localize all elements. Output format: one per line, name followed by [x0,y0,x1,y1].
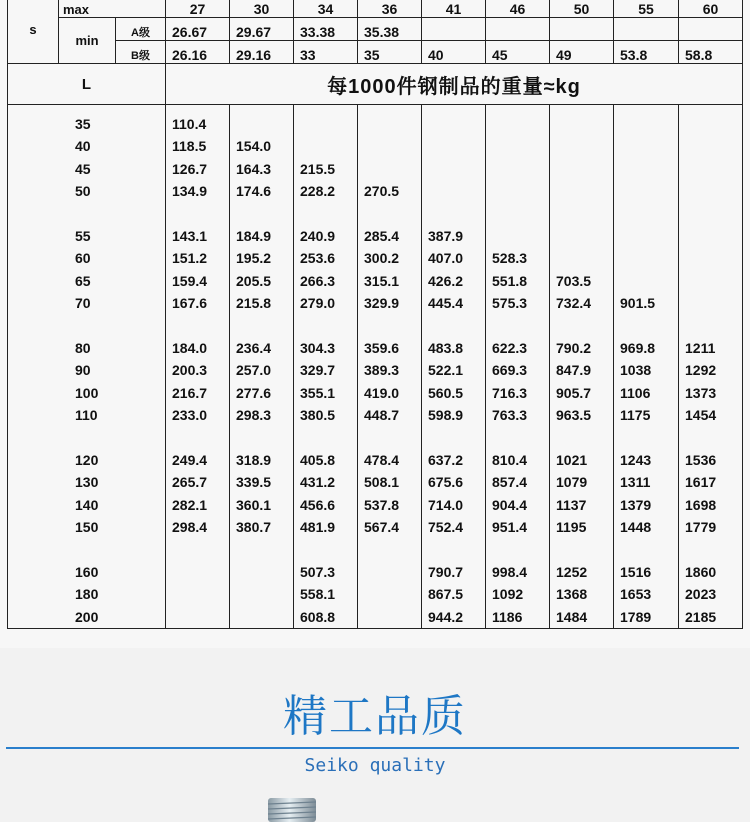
row-gap [8,203,165,225]
weight-value: 195.2 [236,250,272,267]
weight-value: 1373 [685,384,717,401]
weight-value: 249.4 [172,451,208,468]
weight-value: 483.8 [428,339,464,356]
weight-value: 1698 [685,496,717,513]
weight-value: 1617 [685,474,717,491]
weight-table [7,0,743,629]
weight-column-1 [230,105,294,629]
empty-cell [422,180,485,202]
weight-value: 1789 [620,608,652,625]
empty-cell [230,113,293,135]
weight-value: 575.3 [492,295,528,312]
weight-value: 380.7 [236,519,272,536]
divider [6,747,739,749]
weight-value: 1079 [556,474,588,491]
minb-value-5: 45 [486,41,550,64]
empty-cell [166,426,229,448]
weight-value: 1186 [492,608,523,625]
empty-cell [166,315,229,337]
weight-value: 387.9 [428,227,464,244]
weight-value: 901.5 [620,295,656,312]
weight-value: 847.9 [556,362,592,379]
row-gap [8,315,165,337]
weight-value: 1292 [685,362,717,379]
mina-value-0: 26.67 [166,18,230,41]
empty-cell [358,561,421,583]
weight-column-6 [550,105,614,629]
empty-cell [166,583,229,605]
weight-value: 1038 [620,362,652,379]
weight-value: 763.3 [492,407,528,424]
weight-value: 456.6 [300,496,336,513]
length-value: 200 [75,608,99,625]
weight-value: 703.5 [556,272,592,289]
empty-cell [486,113,549,135]
max-value-3: 36 [358,0,422,18]
empty-cell [679,247,742,269]
max-value-7: 55 [614,0,679,18]
empty-cell [486,180,549,202]
weight-value: 752.4 [428,519,464,536]
empty-cell [358,538,421,560]
weight-value: 810.4 [492,451,528,468]
weight-value: 1860 [685,563,717,580]
weight-value: 1311 [620,474,651,491]
weight-value: 905.7 [556,384,592,401]
weight-value: 215.5 [300,160,336,177]
empty-cell [550,135,613,157]
weight-value: 481.9 [300,519,336,536]
mina-value-6 [550,18,614,41]
empty-cell [614,225,678,247]
empty-cell [679,158,742,180]
weight-value: 253.6 [300,250,336,267]
weight-value: 419.0 [364,384,400,401]
weight-value: 1175 [620,407,651,424]
length-value: 40 [75,138,91,155]
minb-value-7: 53.8 [614,41,679,64]
weight-value: 528.3 [492,250,528,267]
empty-cell [550,113,613,135]
weight-value: 1195 [556,519,587,536]
weight-column-4 [422,105,486,629]
empty-cell [294,203,357,225]
weight-value: 675.6 [428,474,464,491]
grade-b-label: B级 [116,41,166,64]
weight-value: 1021 [556,451,588,468]
weight-value: 143.1 [172,227,208,244]
weight-value: 867.5 [428,586,464,603]
empty-cell [679,426,742,448]
weight-value: 233.0 [172,407,208,424]
minb-value-4: 40 [422,41,486,64]
weight-value: 339.5 [236,474,272,491]
length-value: 80 [75,339,91,356]
empty-cell [230,426,293,448]
empty-cell [614,180,678,202]
empty-cell [486,158,549,180]
empty-cell [166,203,229,225]
quality-title: 精工品质 [283,691,467,742]
weight-value: 380.5 [300,407,336,424]
empty-cell [230,203,293,225]
empty-cell [358,583,421,605]
weight-value: 426.2 [428,272,464,289]
weight-value: 478.4 [364,451,400,468]
weight-value: 608.8 [300,608,336,625]
weight-value: 969.8 [620,339,656,356]
empty-cell [614,113,678,135]
length-value: 45 [75,160,91,177]
empty-cell [679,113,742,135]
max-value-0: 27 [166,0,230,18]
mina-value-1: 29.67 [230,18,294,41]
weight-value: 200.3 [172,362,208,379]
empty-cell [422,315,485,337]
weight-value: 360.1 [236,496,272,513]
mina-value-2: 33.38 [294,18,358,41]
weight-value: 560.5 [428,384,464,401]
empty-cell [422,113,485,135]
weight-value: 598.9 [428,407,464,424]
min-label: min [59,18,116,64]
weight-value: 951.4 [492,519,528,536]
empty-cell [358,113,421,135]
minb-value-3: 35 [358,41,422,64]
length-column [8,105,166,629]
empty-cell [422,426,485,448]
empty-cell [230,538,293,560]
weight-value: 1653 [620,586,652,603]
empty-cell [294,426,357,448]
empty-cell [358,315,421,337]
weight-value: 857.4 [492,474,528,491]
weight-value: 431.2 [300,474,336,491]
weight-value: 944.2 [428,608,464,625]
weight-value: 1243 [620,451,652,468]
weight-value: 1379 [620,496,652,513]
weight-value: 508.1 [364,474,400,491]
max-value-5: 46 [486,0,550,18]
weight-value: 266.3 [300,272,336,289]
weight-value: 126.7 [172,160,208,177]
weight-value: 904.4 [492,496,528,513]
weight-value: 151.2 [172,250,208,267]
weight-value: 669.3 [492,362,528,379]
s-label: s [8,0,59,64]
empty-cell [679,225,742,247]
bolt-image [266,796,318,822]
quality-section [0,648,750,822]
weight-value: 236.4 [236,339,272,356]
empty-cell [550,180,613,202]
grade-a-label: A级 [116,18,166,41]
empty-cell [486,315,549,337]
weight-column-7 [614,105,679,629]
length-value: 65 [75,272,91,289]
weight-value: 118.5 [172,138,207,155]
weight-value: 215.8 [236,295,272,312]
empty-cell [358,158,421,180]
quality-subtitle: Seiko quality [304,755,446,776]
table-title: 每1000件钢制品的重量≈kg [166,64,743,105]
empty-cell [550,158,613,180]
empty-cell [422,158,485,180]
length-value: 110 [75,407,98,424]
weight-value: 714.0 [428,496,464,513]
weight-value: 164.3 [236,160,272,177]
empty-cell [550,315,613,337]
length-value: 60 [75,250,91,267]
weight-value: 300.2 [364,250,400,267]
max-value-6: 50 [550,0,614,18]
weight-value: 507.3 [300,563,336,580]
length-value: 50 [75,183,91,200]
empty-cell [486,203,549,225]
max-value-2: 34 [294,0,358,18]
length-value: 160 [75,563,99,580]
weight-value: 355.1 [300,384,336,401]
empty-cell [614,135,678,157]
empty-cell [614,315,678,337]
empty-cell [550,225,613,247]
empty-cell [550,426,613,448]
weight-value: 389.3 [364,362,400,379]
weight-value: 1779 [685,519,717,536]
empty-cell [422,135,485,157]
length-value: 35 [75,116,91,132]
weight-column-5 [486,105,550,629]
empty-cell [614,538,678,560]
length-value: 90 [75,362,91,379]
empty-cell [679,135,742,157]
weight-value: 315.1 [364,272,400,289]
weight-value: 154.0 [236,138,272,155]
empty-cell [679,292,742,314]
weight-value: 277.6 [236,384,272,401]
minb-value-1: 29.16 [230,41,294,64]
max-label: max [59,0,166,18]
length-value: 180 [75,586,99,603]
weight-value: 184.0 [172,339,208,356]
weight-value: 637.2 [428,451,464,468]
empty-cell [166,606,229,628]
length-value: 140 [75,496,99,513]
weight-value: 567.4 [364,519,400,536]
mina-value-8 [679,18,743,41]
mina-value-4 [422,18,486,41]
weight-value: 445.4 [428,295,464,312]
empty-cell [166,561,229,583]
empty-cell [679,270,742,292]
length-value: 150 [75,519,99,536]
empty-cell [294,315,357,337]
weight-value: 522.1 [428,362,464,379]
weight-value: 448.7 [364,407,400,424]
weight-value: 159.4 [172,272,208,289]
minb-value-0: 26.16 [166,41,230,64]
length-value: 100 [75,384,99,401]
weight-value: 228.2 [300,183,336,200]
empty-cell [358,203,421,225]
l-column-header: L [8,64,166,105]
empty-cell [614,158,678,180]
empty-cell [679,315,742,337]
empty-cell [679,203,742,225]
weight-value: 790.2 [556,339,592,356]
empty-cell [614,203,678,225]
weight-value: 304.3 [300,339,336,356]
weight-column-2 [294,105,358,629]
weight-value: 1211 [685,339,716,356]
empty-cell [614,270,678,292]
weight-value: 1448 [620,519,652,536]
weight-value: 110.4 [172,116,207,132]
empty-cell [679,538,742,560]
weight-value: 537.8 [364,496,400,513]
mina-value-7 [614,18,679,41]
weight-value: 790.7 [428,563,464,580]
empty-cell [166,538,229,560]
weight-column-3 [358,105,422,629]
weight-value: 622.3 [492,339,528,356]
empty-cell [358,135,421,157]
row-gap [8,538,165,560]
weight-value: 318.9 [236,451,272,468]
weight-value: 205.5 [236,272,272,289]
mina-value-5 [486,18,550,41]
empty-cell [294,113,357,135]
empty-cell [230,583,293,605]
weight-value: 285.4 [364,227,400,244]
empty-cell [550,247,613,269]
weight-value: 265.7 [172,474,208,491]
weight-value: 1137 [556,496,587,513]
weight-value: 1454 [685,407,717,424]
weight-value: 134.9 [172,183,208,200]
weight-value: 716.3 [492,384,528,401]
length-value: 55 [75,227,91,244]
weight-value: 405.8 [300,451,336,468]
empty-cell [486,225,549,247]
max-value-8: 60 [679,0,743,18]
weight-value: 329.9 [364,295,400,312]
weight-value: 270.5 [364,183,400,200]
length-value: 130 [75,474,99,491]
minb-value-8: 58.8 [679,41,743,64]
weight-value: 298.4 [172,519,208,536]
empty-cell [230,561,293,583]
minb-value-6: 49 [550,41,614,64]
empty-cell [230,315,293,337]
empty-cell [679,180,742,202]
weight-value: 2023 [685,586,717,603]
weight-value: 1516 [620,563,652,580]
weight-value: 359.6 [364,339,400,356]
weight-value: 1536 [685,451,717,468]
weight-value: 1252 [556,563,588,580]
weight-value: 732.4 [556,295,592,312]
weight-value: 558.1 [300,586,336,603]
length-value: 70 [75,295,91,312]
weight-value: 963.5 [556,407,592,424]
weight-value: 1106 [620,384,651,401]
empty-cell [486,135,549,157]
max-value-1: 30 [230,0,294,18]
weight-value: 329.7 [300,362,336,379]
max-value-4: 41 [422,0,486,18]
row-gap [8,426,165,448]
empty-cell [422,203,485,225]
weight-value: 1368 [556,586,588,603]
empty-cell [294,135,357,157]
empty-cell [358,606,421,628]
weight-value: 551.8 [492,272,528,289]
weight-value: 279.0 [300,295,336,312]
weight-column-0 [166,105,230,629]
empty-cell [614,247,678,269]
empty-cell [550,538,613,560]
empty-cell [550,203,613,225]
mina-value-3: 35.38 [358,18,422,41]
length-value: 120 [75,451,99,468]
empty-cell [294,538,357,560]
weight-value: 407.0 [428,250,464,267]
empty-cell [486,538,549,560]
weight-value: 216.7 [172,384,208,401]
weight-value: 257.0 [236,362,272,379]
weight-value: 2185 [685,608,717,625]
weight-value: 174.6 [236,183,272,200]
empty-cell [358,426,421,448]
empty-cell [486,426,549,448]
weight-column-8 [679,105,743,629]
weight-value: 282.1 [172,496,208,513]
weight-value: 167.6 [172,295,208,312]
weight-value: 298.3 [236,407,272,424]
weight-value: 1092 [492,586,524,603]
weight-value: 1484 [556,608,588,625]
empty-cell [422,538,485,560]
minb-value-2: 33 [294,41,358,64]
weight-value: 998.4 [492,563,528,580]
weight-value: 240.9 [300,227,336,244]
empty-cell [614,426,678,448]
weight-value: 184.9 [236,227,272,244]
empty-cell [230,606,293,628]
